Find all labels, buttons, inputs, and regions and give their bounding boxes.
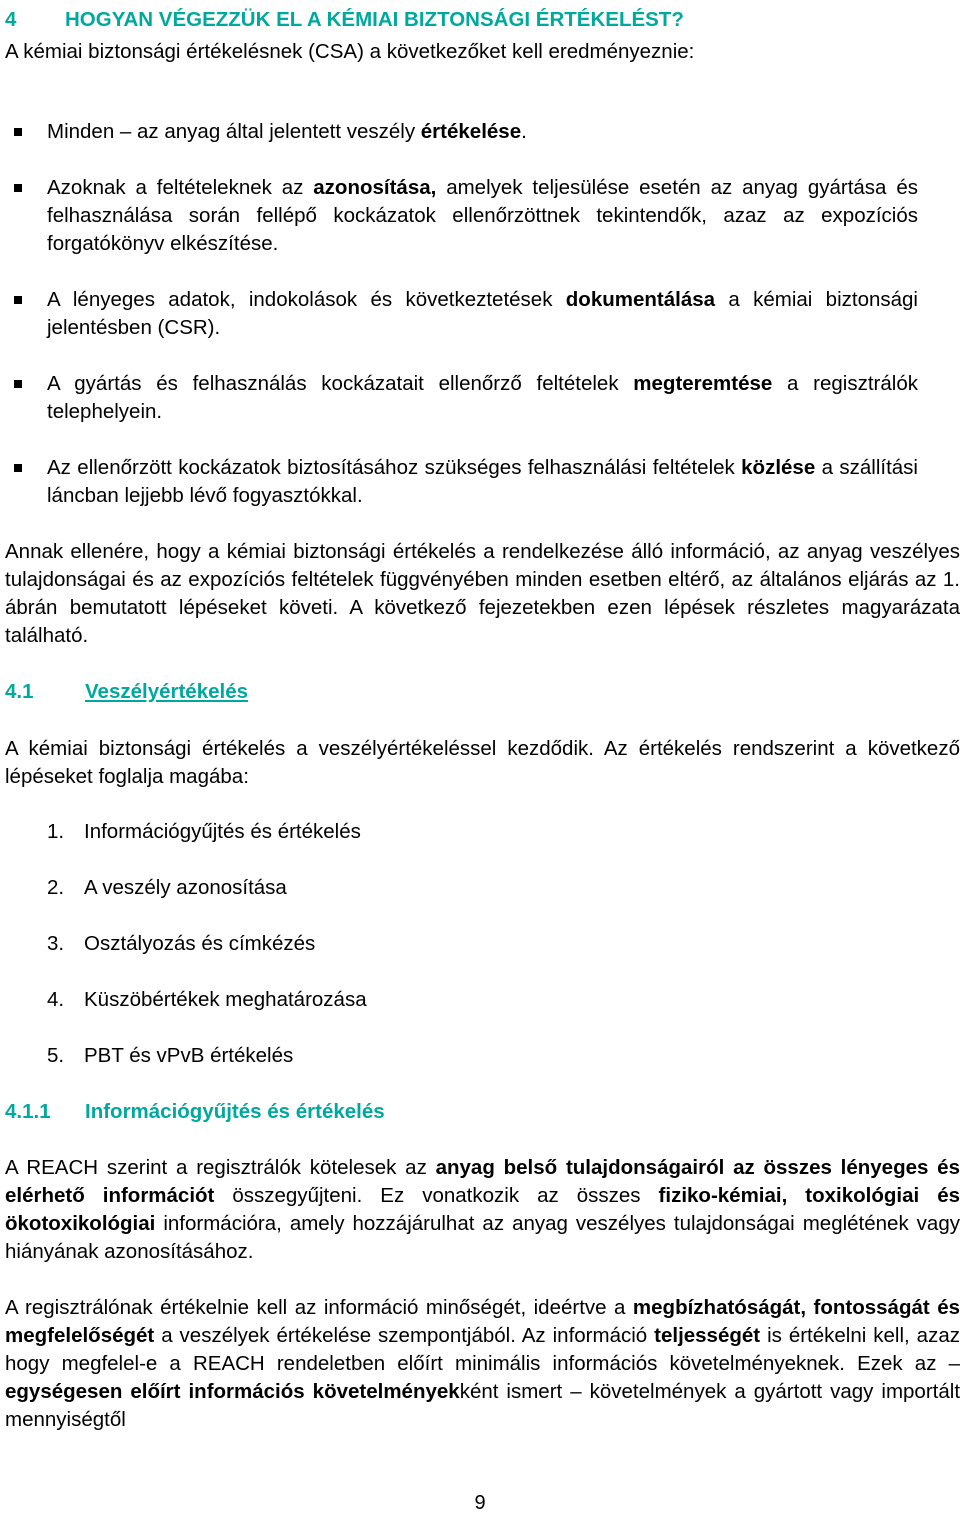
square-bullet-icon bbox=[14, 296, 22, 304]
list-item: 1. Információgyűjtés és értékelés bbox=[47, 820, 361, 843]
bullet-item: A gyártás és felhasználás kockázatait ellenőrző feltételek megteremtése a regisztrálók telephelyein. bbox=[47, 370, 918, 426]
section-heading-4-1-1 bbox=[5, 1100, 385, 1124]
section-title: Veszélyértékelés bbox=[85, 680, 248, 703]
square-bullet-icon bbox=[14, 128, 22, 136]
bullet-item: A lényeges adatok, indokolások és következtetések dokumentálása a kémiai biztonsági jelentésben (CSR). bbox=[47, 286, 918, 342]
bullet-item: Minden – az anyag által jelentett veszély értékelése. bbox=[47, 118, 918, 146]
bullet-item: Azoknak a feltételeknek az azonosítása, amelyek teljesülése esetén az anyag gyártása és felhasználása során fellépő kockázatok ellenőrzöttnek tekintendők, azaz az expozíciós forgatókönyv elkészítése. bbox=[47, 174, 918, 258]
chapter-heading bbox=[5, 8, 684, 32]
body-paragraph: A regisztrálónak értékelnie kell az információ minőségét, ideértve a megbízhatóságát, fontosságát és megfelelőségét a veszélyek értékelése szempontjából. Az információ teljességét is értékelni kell, azaz hogy megfelel-e a REACH rendeletben előírt minimális információs követelményeknek. Ezek az – egységesen előírt információs követelményekként ismert – követelmények a gyártott vagy importált mennyiségtől bbox=[5, 1296, 960, 1431]
list-item: 4. Küszöbértékek meghatározása bbox=[47, 988, 367, 1011]
square-bullet-icon bbox=[14, 184, 22, 192]
bullet-item: Az ellenőrzött kockázatok biztosításához szükséges felhasználási feltételek közlése a szállítási láncban lejjebb lévő fogyasztókkal. bbox=[47, 454, 918, 510]
body-paragraph: A kémiai biztonsági értékelés a veszélyértékeléssel kezdődik. Az értékelés rendszerint a következő lépéseket foglalja magába: bbox=[5, 737, 960, 788]
square-bullet-icon bbox=[14, 464, 22, 472]
chapter-number: 4 bbox=[5, 8, 17, 31]
page-number: 9 bbox=[474, 1492, 486, 1514]
intro-paragraph: A kémiai biztonsági értékelésnek (CSA) a következőket kell eredményeznie: bbox=[5, 40, 695, 63]
list-item: 3. Osztályozás és címkézés bbox=[47, 932, 316, 955]
chapter-title: HOGYAN VÉGEZZÜK EL A KÉMIAI BIZTONSÁGI ÉRTÉKELÉST? bbox=[65, 8, 684, 31]
section-heading-4-1 bbox=[5, 680, 248, 704]
list-item: 2. A veszély azonosítása bbox=[47, 876, 287, 899]
list-item: 5. PBT és vPvB értékelés bbox=[47, 1044, 294, 1067]
section-number: 4.1.1 bbox=[5, 1100, 51, 1123]
section-number: 4.1 bbox=[5, 680, 34, 703]
body-paragraph: Annak ellenére, hogy a kémiai biztonsági értékelés a rendelkezése álló információ, az anyag veszélyes tulajdonságai és az expozíciós feltételek függvényében minden esetben eltérő, az általános eljárás az 1. ábrán bemutatott lépéseket követi. A következő fejezetekben ezen lépések részletes magyarázata található. bbox=[5, 540, 960, 647]
section-title: Információgyűjtés és értékelés bbox=[85, 1100, 385, 1123]
square-bullet-icon bbox=[14, 380, 22, 388]
body-paragraph: A REACH szerint a regisztrálók kötelesek az anyag belső tulajdonságairól az összes lényeges és elérhető információt összegyűjteni. Ez vonatkozik az összes fiziko-kémiai, toxikológiai és ökotoxikológiai információra, amely hozzájárulhat az anyag veszélyes tulajdonságai meglétének vagy hiányának azonosításához. bbox=[5, 1156, 960, 1263]
